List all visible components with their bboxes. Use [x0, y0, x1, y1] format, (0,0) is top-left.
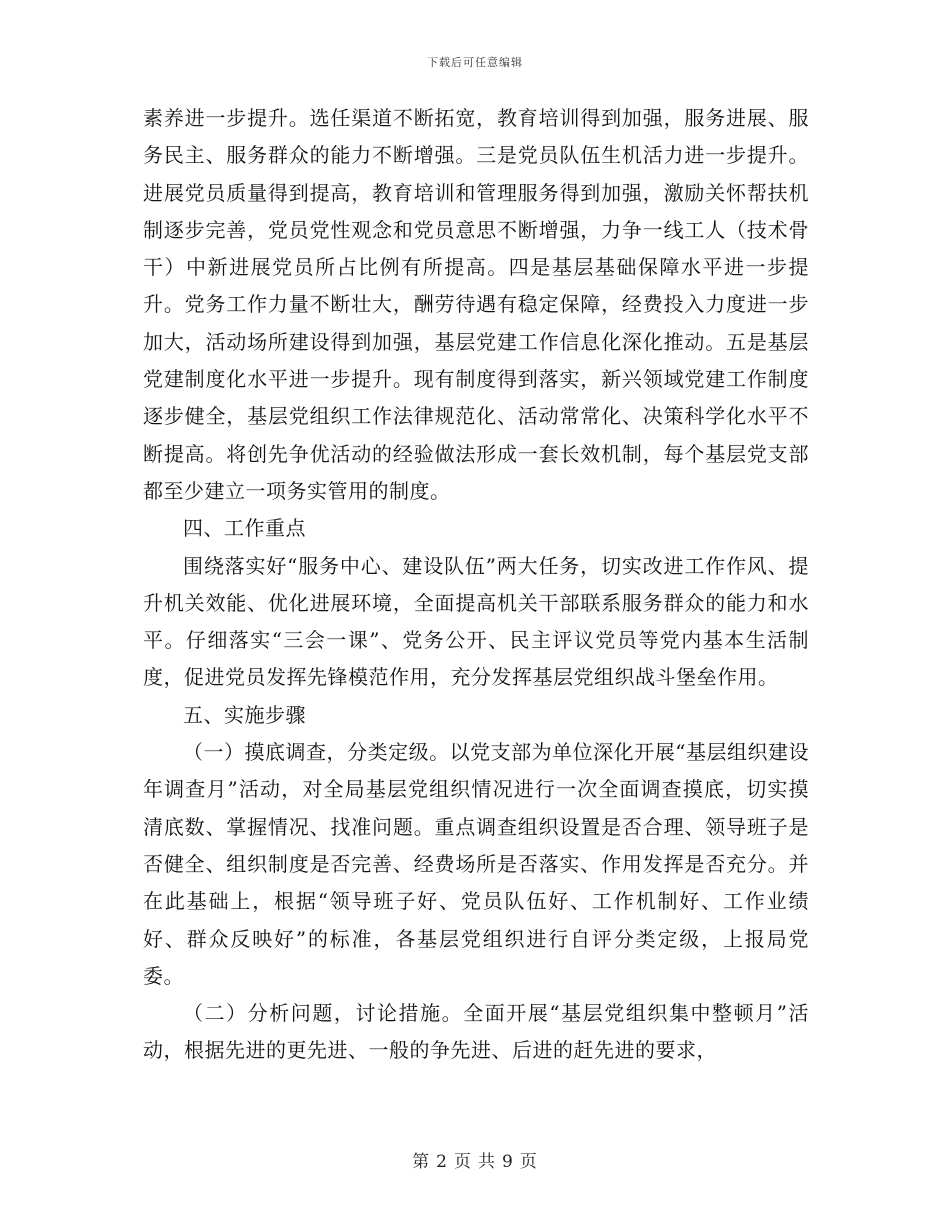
- footer-total-word: 共: [478, 1152, 496, 1172]
- footer-page-word: 页: [454, 1152, 472, 1172]
- page-header: 下载后可任意编辑: [427, 56, 523, 69]
- section-heading-implementation-steps: 五、实施步骤: [183, 702, 306, 727]
- footer-current-page: 2: [436, 1152, 448, 1172]
- paragraph-work-focus: 围绕落实好“服务中心、建设队伍”两大任务，切实改进工作作风、提升机关效能、优化进展环境，全面提高机关干部联系服务群众的能力和水平。仔细落实“三会一课”、党务公开、民主评议党员等党内基本生活制度，促进党员发挥先锋模范作用，充分发挥基层党组织战斗堡垒作用。: [143, 553, 809, 690]
- paragraph-step-two: （二）分析问题，讨论措施。全面开展“基层党组织集中整顿月”活动，根据先进的更先进、一般的争先进、后进的赶先进的要求，: [143, 1001, 809, 1063]
- footer-total-pages: 9: [502, 1152, 514, 1172]
- footer-suffix: 页: [519, 1152, 538, 1172]
- paragraph-continuation: 素养进一步提升。选任渠道不断拓宽，教育培训得到加强，服务进展、服务民主、服务群众的能力不断增强。三是党员队伍生机活力进一步提升。进展党员质量得到提高，教育培训和管理服务得到加强，激励关怀帮扶机制逐步完善，党员党性观念和党员意思不断增强，力争一线工人（技术骨干）中新进展党员所占比例有所提高。四是基层基础保障水平进一步提升。党务工作力量不断壮大，酬劳待遇有稳定保障，经费投入力度进一步加大，活动场所建设得到加强，基层党建工作信息化深化推动。五是基层党建制度化水平进一步提升。现有制度得到落实，新兴领域党建工作制度逐步健全，基层党组织工作法律规范化、活动常常化、决策科学化水平不断提高。将创先争优活动的经验做法形成一套长效机制，每个基层党支部都至少建立一项务实管用的制度。: [143, 106, 809, 503]
- section-heading-work-focus: 四、工作重点: [183, 516, 306, 541]
- document-body: [143, 100, 809, 1070]
- paragraph-step-one: （一）摸底调查，分类定级。以党支部为单位深化开展“基层组织建设年调查月”活动，对全局基层党组织情况进行一次全面调查摸底，切实摸清底数、掌握情况、找准问题。重点调查组织设置是否合理、领导班子是否健全、组织制度是否完善、经费场所是否落实、作用发挥是否充分。并在此基础上，根据“领导班子好、党员队伍好、工作机制好、工作业绩好、群众反映好”的标准，各基层党组织进行自评分类定级，上报局党委。: [143, 740, 809, 988]
- footer-prefix: 第: [412, 1152, 431, 1172]
- page-number-footer: [0, 1147, 950, 1172]
